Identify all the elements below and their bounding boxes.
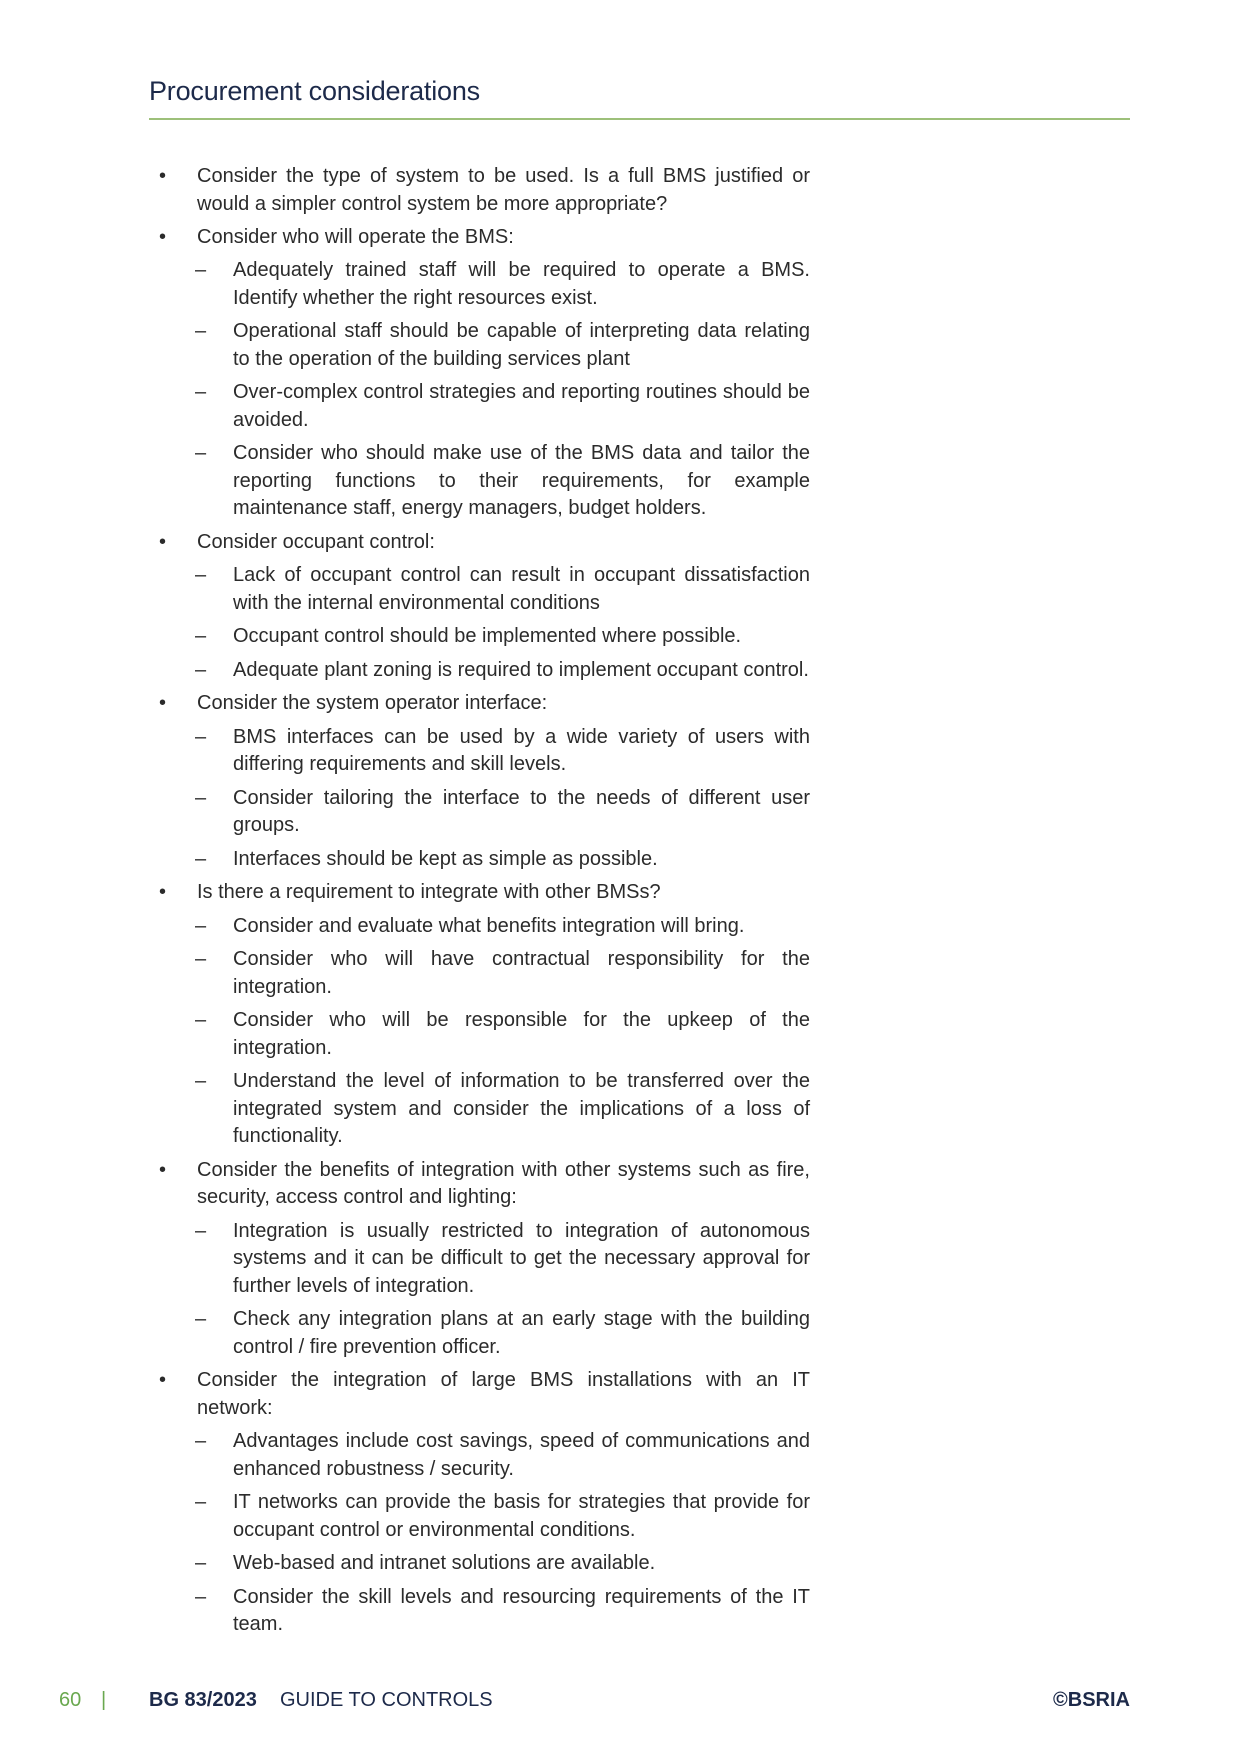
bullet-text: • Consider who will operate the BMS: [197, 225, 514, 248]
sub-list [197, 724, 810, 874]
bullet-text: • Consider the integration of large BMS installations with an IT network: [197, 1369, 810, 1419]
bullet-item [157, 690, 810, 873]
sub-item: – IT networks can provide the basis for strategies that provide for occupant control or environmental conditions. [157, 1489, 810, 1544]
sub-item: – Consider the skill levels and resourcing requirements of the IT team. [157, 1584, 810, 1639]
sub-item: – Check any integration plans at an early stage with the building control / fire prevention officer. [157, 1306, 810, 1361]
sub-item: – Consider who should make use of the BMS data and tailor the reporting functions to their requirements, for example maintenance staff, energy managers, budget holders. [157, 440, 810, 523]
bullet-text: • Consider the benefits of integration with other systems such as fire, security, access control and lighting: [197, 1158, 810, 1208]
page-number: 60 [59, 1689, 82, 1711]
guide-title: GUIDE TO CONTROLS [280, 1689, 493, 1711]
page-footer [0, 1689, 1241, 1717]
sub-item: – Adequately trained staff will be required to operate a BMS. Identify whether the right resources exist. [157, 257, 810, 312]
bullet-text: • Consider the system operator interface: [197, 692, 548, 714]
bullet-item [157, 163, 810, 218]
sub-list [197, 562, 810, 684]
bullet-item [157, 1157, 810, 1362]
sub-list [197, 1428, 810, 1639]
document-code: BG 83/2023 [149, 1689, 257, 1711]
bullet-item [157, 1367, 810, 1639]
sub-item: – BMS interfaces can be used by a wide variety of users with differing requirements and skill levels. [157, 724, 810, 779]
sub-list [197, 1218, 810, 1362]
sub-item: – Understand the level of information to be transferred over the integrated system and consider the implications of a loss of functionality. [157, 1068, 810, 1151]
bullet-item [157, 879, 810, 1151]
sub-item: – Adequate plant zoning is required to implement occupant control. [157, 657, 810, 685]
sub-item: – Consider tailoring the interface to the needs of different user groups. [157, 785, 810, 840]
sub-item: – Web-based and intranet solutions are available. [157, 1550, 810, 1578]
bullet-list [157, 163, 810, 1639]
sub-item: – Operational staff should be capable of interpreting data relating to the operation of the building services plant [157, 318, 810, 373]
sub-item: – Lack of occupant control can result in occupant dissatisfaction with the internal environmental conditions [157, 562, 810, 617]
sub-item: – Occupant control should be implemented where possible. [157, 623, 810, 651]
sub-item: – Integration is usually restricted to integration of autonomous systems and it can be difficult to get the necessary approval for further levels of integration. [157, 1218, 810, 1301]
footer-separator: | [101, 1689, 107, 1711]
sub-list [197, 257, 810, 523]
title-divider [149, 118, 1130, 120]
sub-item: – Interfaces should be kept as simple as possible. [157, 846, 810, 874]
page-title: Procurement considerations [149, 76, 480, 106]
sub-item: – Advantages include cost savings, speed of communications and enhanced robustness / security. [157, 1428, 810, 1483]
sub-item: – Consider and evaluate what benefits integration will bring. [157, 913, 810, 941]
bullet-text: • Is there a requirement to integrate with other BMSs? [197, 881, 661, 903]
sub-list [197, 913, 810, 1151]
copyright: ©BSRIA [1053, 1689, 1130, 1711]
sub-item: – Consider who will be responsible for the upkeep of the integration. [157, 1007, 810, 1062]
sub-item: – Over-complex control strategies and reporting routines should be avoided. [157, 379, 810, 434]
bullet-list-container [157, 163, 810, 1645]
bullet-text: • Consider the type of system to be used. Is a full BMS justified or would a simpler control system be more appropriate? [197, 165, 810, 215]
bullet-item [157, 224, 810, 523]
bullet-text: • Consider occupant control: [197, 530, 435, 553]
bullet-item [157, 529, 810, 685]
sub-item: – Consider who will have contractual responsibility for the integration. [157, 946, 810, 1001]
